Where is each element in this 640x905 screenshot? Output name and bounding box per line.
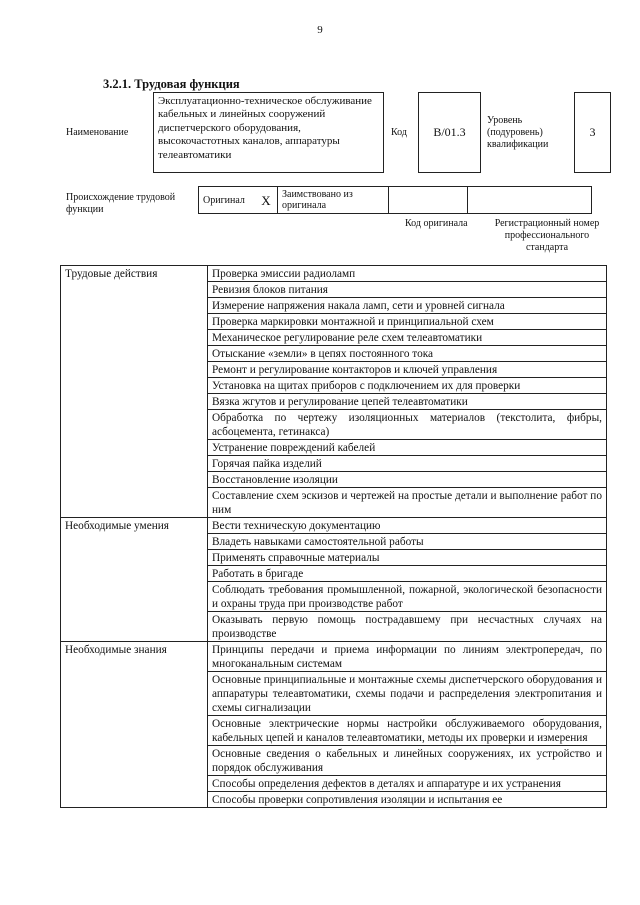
borrowed-label: Заимствовано из оригинала (278, 187, 389, 214)
code-value: B/01.3 (433, 125, 466, 139)
table-row (61, 642, 607, 672)
section-item: Работать в бригаде (208, 566, 607, 582)
section-item: Измерение напряжения накала ламп, сети и уровней сигнала (208, 298, 607, 314)
section-item: Вязка жгутов и регулирование цепей телеавтоматики (208, 394, 607, 410)
page-number: 9 (317, 24, 323, 36)
section-title: 3.2.1. Трудовая функция (103, 77, 240, 91)
origin-label: Происхождение трудовой функции (66, 192, 176, 215)
section-item: Владеть навыками самостоятельной работы (208, 534, 607, 550)
section-category: Необходимые умения (61, 518, 208, 642)
name-label: Наименование (66, 127, 129, 138)
code-label: Код (391, 127, 407, 138)
section-item: Принципы передачи и приема информации по линиям электропередач, по многоканальным системам (208, 642, 607, 672)
section-category: Необходимые знания (61, 642, 208, 808)
table-row (61, 518, 607, 534)
section-item: Основные сведения о кабельных и линейных сооружениях, их устройство и порядок обслуживания (208, 746, 607, 776)
reg-number-caption: Регистрационный номер профессионального стандарта (494, 218, 600, 253)
section-item: Механическое регулирование реле схем телеавтоматики (208, 330, 607, 346)
origin-table (198, 186, 592, 214)
section-item: Оказывать первую помощь пострадавшему при несчастных случаях на производстве (208, 612, 607, 642)
section-item: Ремонт и регулирование контакторов и ключей управления (208, 362, 607, 378)
section-item: Отыскание «земли» в цепях постоянного тока (208, 346, 607, 362)
section-item: Проверка маркировки монтажной и принципиальной схем (208, 314, 607, 330)
section-item: Устранение повреждений кабелей (208, 440, 607, 456)
original-mark: X (255, 187, 278, 214)
section-category: Трудовые действия (61, 266, 208, 518)
section-item: Применять справочные материалы (208, 550, 607, 566)
section-item: Основные электрические нормы настройки обслуживаемого оборудования, кабельных цепей и каналов телеавтоматики, методы их проверки и измерения (208, 716, 607, 746)
section-item: Основные принципиальные и монтажные схемы диспетчерского оборудования и аппаратуры телеавтоматики, схемы подачи и распределения электропитания и схемы сигнализации (208, 672, 607, 716)
level-value: 3 (589, 125, 596, 139)
section-item: Способы определения дефектов в деталях и аппаратуре и их устранения (208, 776, 607, 792)
section-item: Проверка эмиссии радиоламп (208, 266, 607, 282)
section-item: Составление схем эскизов и чертежей на простые детали и выполнение работ по ним (208, 488, 607, 518)
competency-table (60, 265, 607, 808)
original-code-cell (389, 187, 468, 214)
section-item: Вести техническую документацию (208, 518, 607, 534)
code-box (418, 92, 481, 173)
level-label: Уровень (подуровень) квалификации (487, 115, 549, 150)
table-row (61, 266, 607, 282)
section-item: Способы проверки сопротивления изоляции и испытания ее (208, 792, 607, 808)
original-label: Оригинал (199, 187, 256, 214)
section-item: Соблюдать требования промышленной, пожарной, экологической безопасности и охраны труда при производстве работ (208, 582, 607, 612)
section-item: Установка на щитах приборов с подключением их для проверки (208, 378, 607, 394)
code-original-caption: Код оригинала (405, 218, 468, 229)
section-item: Обработка по чертежу изоляционных материалов (текстолита, фибры, асбоцемента, гетинакса) (208, 410, 607, 440)
reg-number-cell (468, 187, 592, 214)
section-item: Восстановление изоляции (208, 472, 607, 488)
level-box (574, 92, 611, 173)
function-name-value: Эксплуатационно-техническое обслуживание кабельных и линейных сооружений диспетчерского оборудования, высокочастотных каналов, аппаратуры телеавтоматики (158, 95, 372, 161)
function-name-box (153, 92, 384, 173)
section-item: Ревизия блоков питания (208, 282, 607, 298)
section-item: Горячая пайка изделий (208, 456, 607, 472)
